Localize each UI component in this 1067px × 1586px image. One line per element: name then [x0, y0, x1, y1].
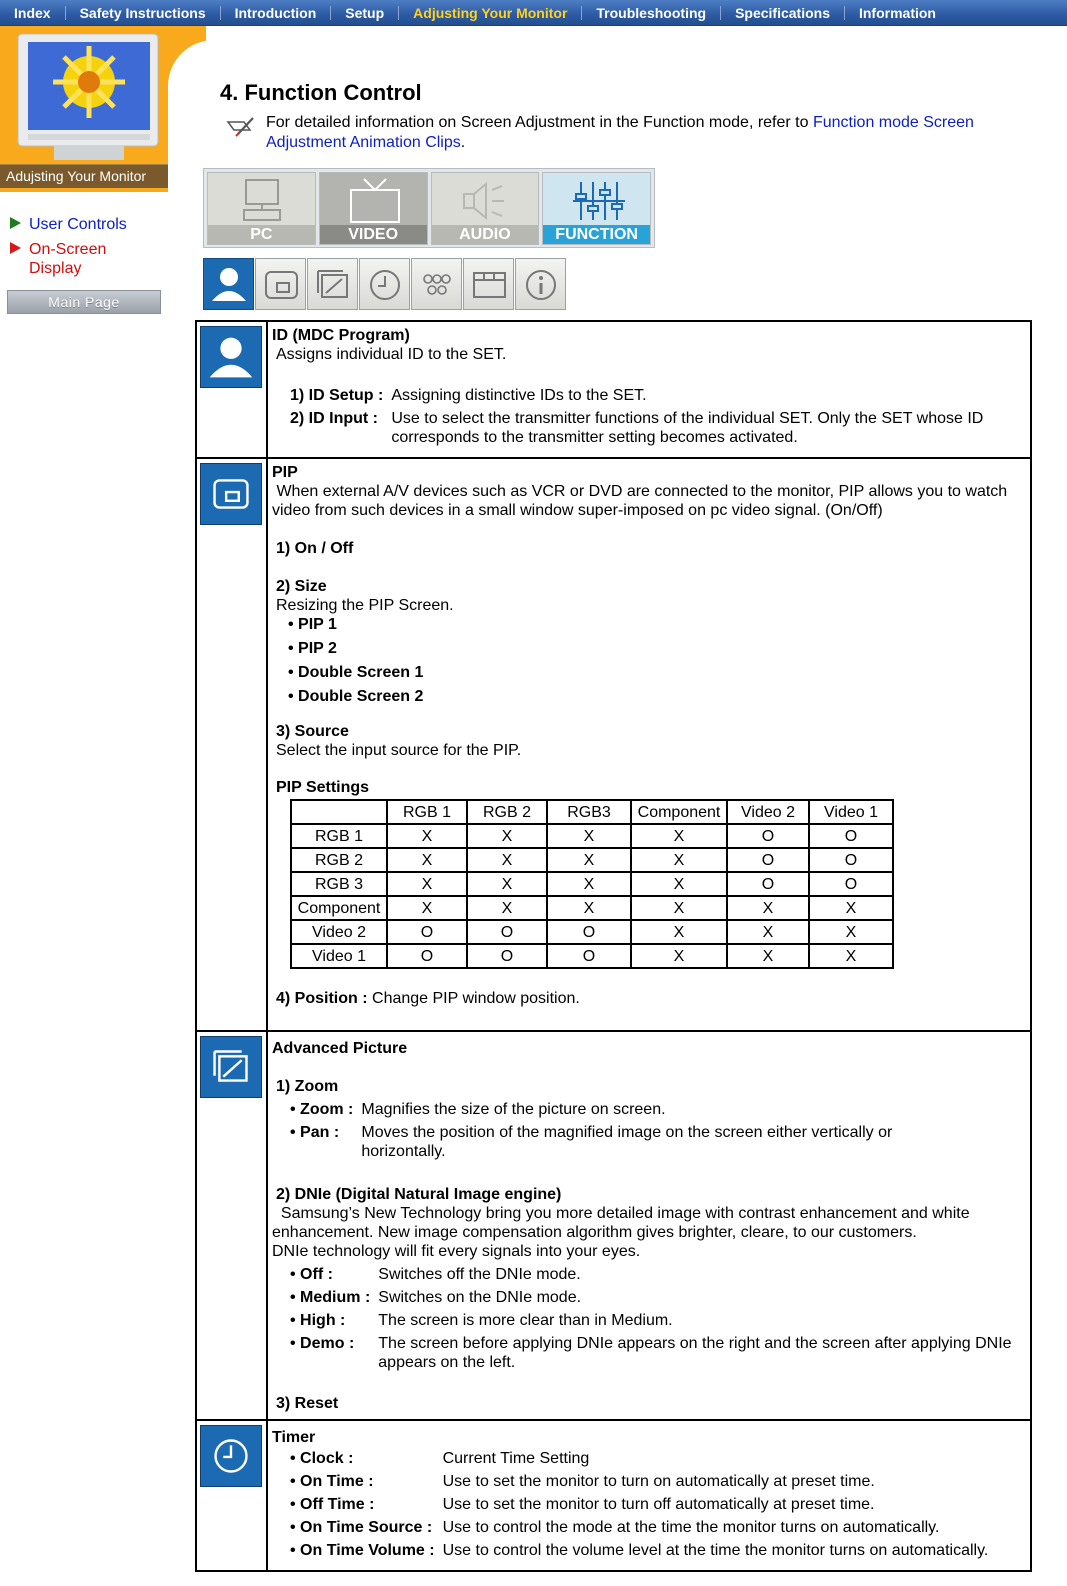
- pip-table-cell: X: [387, 896, 467, 920]
- pip-table-cell: X: [809, 944, 893, 968]
- section-icon-cell: [196, 458, 267, 1031]
- option-row: • High : The screen is more clear than in Medium.: [290, 1312, 673, 1329]
- mode-tab-label: VIDEO: [320, 225, 427, 244]
- pip-table-row-label: Video 1: [291, 944, 387, 968]
- option-row: • Demo : The screen before applying DNIe appears on the right and the screen after applying DNIe appears on the left.: [290, 1335, 1012, 1371]
- pip-table-cell: O: [547, 920, 631, 944]
- user-icon: [200, 326, 262, 388]
- section-title: ID (MDC Program): [272, 327, 410, 344]
- main-page-button[interactable]: Main Page: [7, 290, 161, 314]
- nav-setup[interactable]: Setup: [345, 4, 385, 21]
- subtab-multi[interactable]: [411, 258, 462, 310]
- pip-table-cell: O: [727, 824, 809, 848]
- note-text: For detailed information on Screen Adjustment in the Function mode, refer to Function mode Screen Adjustment Animation Clips.: [266, 114, 974, 151]
- id-options: [290, 386, 1026, 451]
- pip-table-cell: O: [727, 848, 809, 872]
- option-row: • Pan : Moves the position of the magnified image on the screen either vertically or horizontally.: [290, 1124, 893, 1160]
- pencil-note-icon: [226, 116, 256, 138]
- section-row-pip: [196, 458, 1031, 1031]
- pip-table-header: RGB 2: [467, 800, 547, 824]
- sidebar: [0, 26, 206, 326]
- dnie-title: 2) DNIe (Digital Natural Image engine): [276, 1186, 562, 1203]
- picture-icon: [308, 259, 359, 311]
- pip-table-cell: X: [387, 848, 467, 872]
- pip-table-cell: X: [809, 896, 893, 920]
- tv-icon: [320, 176, 429, 228]
- mode-tab-audio[interactable]: [431, 172, 540, 245]
- section-body-id: [267, 321, 1031, 458]
- option-row: 1) ID Setup : Assigning distinctive IDs to the SET.: [290, 387, 647, 404]
- section-body-timer: [267, 1420, 1031, 1571]
- pip-table-header: Component: [631, 800, 727, 824]
- pip-size-desc: Resizing the PIP Screen.: [276, 597, 454, 614]
- mode-tabs: [203, 168, 655, 248]
- sidebar-link-user-controls[interactable]: User Controls: [10, 216, 127, 234]
- timer-options: [290, 1449, 1003, 1564]
- grid-icon: [464, 259, 515, 311]
- pip-table-cell: X: [387, 872, 467, 896]
- sidebar-link-on-screen-display[interactable]: On-Screen Display: [10, 240, 160, 278]
- pip-icon: [200, 463, 262, 525]
- pip-table-cell: O: [467, 944, 547, 968]
- pip-table-cell: X: [547, 872, 631, 896]
- pip-icon: [256, 259, 307, 311]
- animation-clips-link[interactable]: Function mode Screen Adjustment Animation Clips: [266, 114, 974, 151]
- pip-on-off: 1) On / Off: [276, 540, 354, 557]
- subtab-pip[interactable]: [255, 258, 306, 310]
- nav-troubleshooting[interactable]: Troubleshooting: [596, 4, 707, 21]
- red-arrow-icon: [10, 242, 21, 254]
- dnie-description: Samsung’s New Technology bring you more detailed image with contrast enhancement and white enhancement. New image compensation algorithm gives brighter, cleare, to our customers.: [272, 1205, 970, 1241]
- pip-size-option: • PIP 1: [288, 616, 337, 633]
- nav-introduction[interactable]: Introduction: [234, 4, 317, 21]
- pip-table-header: RGB 1: [387, 800, 467, 824]
- pip-table-row: [291, 824, 893, 848]
- section-title: Timer: [272, 1429, 316, 1446]
- pip-position: 4) Position : Change PIP window position.: [276, 990, 580, 1007]
- pip-table-cell: O: [547, 944, 631, 968]
- pip-table-row: [291, 944, 893, 968]
- pip-table-row-label: RGB 3: [291, 872, 387, 896]
- pip-table-cell: X: [631, 896, 727, 920]
- zoom-title: 1) Zoom: [276, 1078, 339, 1095]
- mode-tab-video[interactable]: [319, 172, 428, 245]
- pip-settings-table: [290, 799, 894, 969]
- section-icon-cell: [196, 321, 267, 458]
- nav-information[interactable]: Information: [858, 4, 936, 21]
- pip-table-cell: X: [467, 848, 547, 872]
- section-body-pip: [267, 458, 1031, 1031]
- mode-tab-function[interactable]: [542, 172, 651, 245]
- pip-table-header: RGB3: [547, 800, 631, 824]
- option-row: • Off Time : Use to set the monitor to turn off automatically at preset time.: [290, 1496, 875, 1513]
- section-row-advanced-picture: [196, 1031, 1031, 1420]
- mode-tab-pc[interactable]: [207, 172, 316, 245]
- mode-tab-label: FUNCTION: [543, 225, 650, 244]
- monitor-illustration: [14, 32, 164, 164]
- pip-table-row: [291, 872, 893, 896]
- function-subtabs: [203, 258, 566, 310]
- pip-table-cell: O: [467, 920, 547, 944]
- reset-title: 3) Reset: [276, 1395, 339, 1412]
- pip-table-cell: X: [387, 824, 467, 848]
- pip-table-cell: X: [547, 848, 631, 872]
- section-row-timer: [196, 1420, 1031, 1571]
- mode-tab-label: AUDIO: [432, 225, 539, 244]
- section-icon-cell: [196, 1420, 267, 1571]
- nav-adjusting-your-monitor[interactable]: Adjusting Your Monitor: [413, 4, 568, 21]
- option-row: • Zoom : Magnifies the size of the picture on screen.: [290, 1101, 666, 1118]
- subtab-timer[interactable]: [359, 258, 410, 310]
- pip-table-cell: X: [631, 944, 727, 968]
- pip-source-title: 3) Source: [276, 723, 349, 740]
- subtab-advanced-picture[interactable]: [307, 258, 358, 310]
- green-arrow-icon: [10, 217, 21, 229]
- pip-table-cell: X: [631, 824, 727, 848]
- sidebar-title: Adujsting Your Monitor: [0, 164, 168, 188]
- dnie-description-2: DNIe technology will fit every signals into your eyes.: [272, 1243, 641, 1260]
- user-icon: [204, 259, 255, 311]
- pip-table-cell: X: [727, 896, 809, 920]
- pip-table-row: [291, 896, 893, 920]
- pip-table-cell: X: [631, 920, 727, 944]
- clock-icon: [200, 1425, 262, 1487]
- section-description: When external A/V devices such as VCR or DVD are connected to the monitor, PIP allows you to watch video from such devices in a small window super-imposed on pc video signal. (On/Off): [272, 483, 1008, 519]
- zoom-options: [290, 1100, 961, 1165]
- pip-table-cell: X: [631, 848, 727, 872]
- pip-table-cell: O: [809, 872, 893, 896]
- option-row: • Medium : Switches on the DNIe mode.: [290, 1289, 582, 1306]
- dots-icon: [412, 259, 463, 311]
- option-row: • Off : Switches off the DNIe mode.: [290, 1266, 581, 1283]
- pip-table-cell: O: [727, 872, 809, 896]
- subtab-information[interactable]: [515, 258, 566, 310]
- section-row-id: [196, 321, 1031, 458]
- page-title: 4. Function Control: [220, 80, 422, 105]
- dnie-options: [290, 1265, 1018, 1376]
- pip-table-cell: O: [809, 848, 893, 872]
- pip-table-cell: O: [809, 824, 893, 848]
- pip-table-row-label: Component: [291, 896, 387, 920]
- pip-settings-title: PIP Settings: [276, 779, 370, 796]
- function-content-table: [195, 320, 1032, 1572]
- pip-table-cell: X: [631, 872, 727, 896]
- mode-tab-label: PC: [208, 225, 315, 244]
- subtab-grid[interactable]: [463, 258, 514, 310]
- option-row: • On Time Source : Use to control the mode at the time the monitor turns on automatically.: [290, 1519, 940, 1536]
- option-row: 2) ID Input : Use to select the transmitter functions of the individual SET. Only the SET whose ID corresponds to the transmitter setting becomes activated.: [290, 410, 984, 446]
- nav-index[interactable]: Index: [14, 4, 51, 21]
- pip-table-header-row: [291, 800, 893, 824]
- nav-safety-instructions[interactable]: Safety Instructions: [79, 4, 206, 21]
- section-title: Advanced Picture: [272, 1040, 408, 1057]
- pip-table-cell: X: [547, 824, 631, 848]
- pip-table-cell: X: [547, 896, 631, 920]
- pip-table-row-label: RGB 1: [291, 824, 387, 848]
- pip-table-header: Video 1: [809, 800, 893, 824]
- pip-size-title: 2) Size: [276, 578, 327, 595]
- top-navigation: [0, 0, 1067, 26]
- pip-size-option: • PIP 2: [288, 640, 337, 657]
- option-row: • On Time : Use to set the monitor to turn on automatically at preset time.: [290, 1473, 875, 1490]
- nav-specifications[interactable]: Specifications: [735, 4, 830, 21]
- pip-table-cell: X: [809, 920, 893, 944]
- section-title: PIP: [272, 464, 298, 481]
- info-icon: [516, 259, 567, 311]
- pip-table-cell: X: [467, 824, 547, 848]
- section-icon-cell: [196, 1031, 267, 1420]
- pip-table-cell: X: [467, 896, 547, 920]
- subtab-id[interactable]: [203, 258, 254, 310]
- pc-icon: [208, 176, 317, 228]
- pip-table-cell: X: [727, 920, 809, 944]
- pip-size-option: • Double Screen 1: [288, 664, 424, 681]
- section-description: Assigns individual ID to the SET.: [276, 346, 507, 363]
- speaker-icon: [432, 176, 541, 228]
- pip-table-row-label: Video 2: [291, 920, 387, 944]
- option-row: • On Time Volume : Use to control the volume level at the time the monitor turns on automatically.: [290, 1542, 989, 1559]
- pip-table-header: [291, 800, 387, 824]
- pip-table-row: [291, 920, 893, 944]
- section-body-advanced-picture: [267, 1031, 1031, 1420]
- pip-table-row: [291, 848, 893, 872]
- option-row: • Clock : Current Time Setting: [290, 1450, 590, 1467]
- pip-size-option: • Double Screen 2: [288, 688, 424, 705]
- pip-table-cell: X: [467, 872, 547, 896]
- pip-table-cell: X: [727, 944, 809, 968]
- pip-table-cell: O: [387, 944, 467, 968]
- picture-icon: [200, 1036, 262, 1098]
- pip-table-header: Video 2: [727, 800, 809, 824]
- pip-table-cell: O: [387, 920, 467, 944]
- pip-source-desc: Select the input source for the PIP.: [276, 742, 522, 759]
- clock-icon: [360, 259, 411, 311]
- sliders-icon: [543, 176, 652, 228]
- pip-table-row-label: RGB 2: [291, 848, 387, 872]
